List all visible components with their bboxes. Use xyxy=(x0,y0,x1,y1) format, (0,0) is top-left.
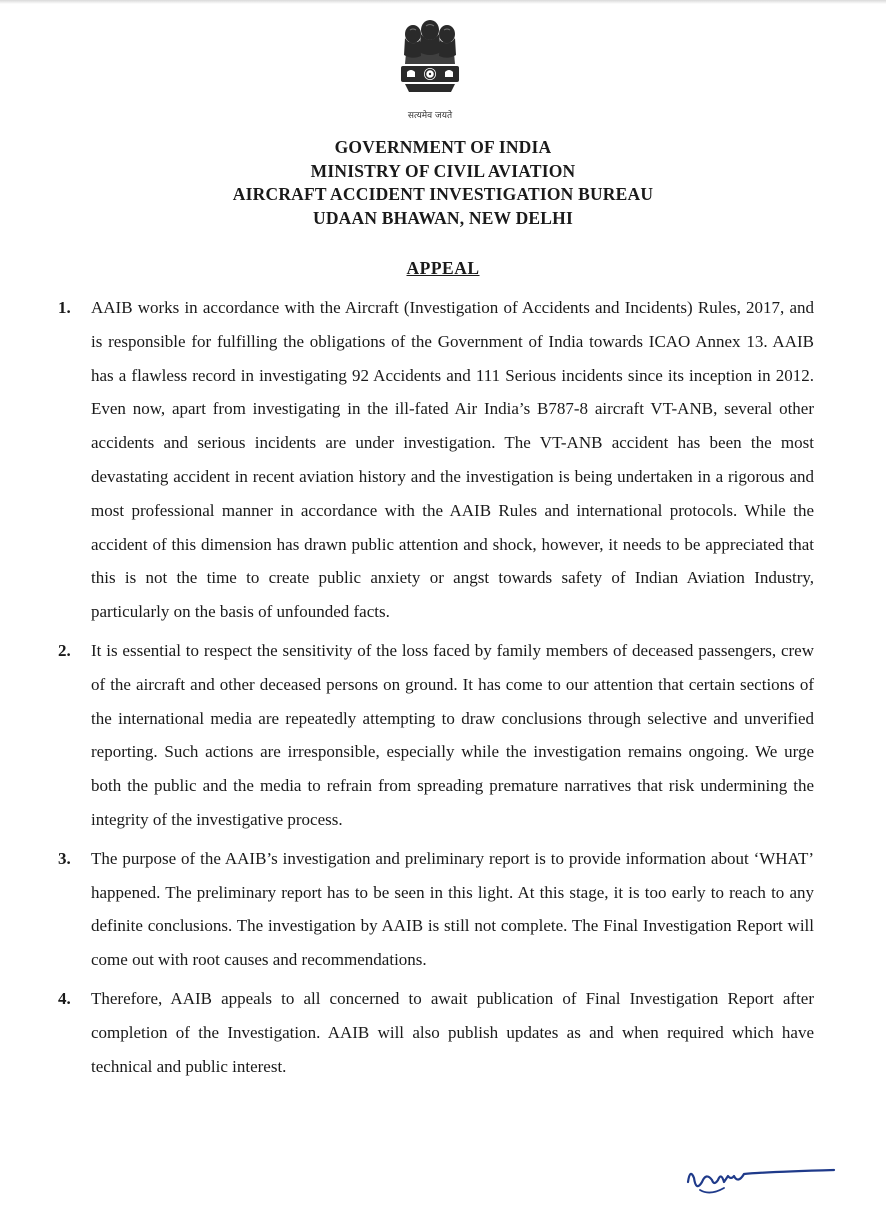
item-number: 2. xyxy=(58,640,71,660)
item-text: AAIB works in accordance with the Aircraft (Investigation of Accidents and Incidents) Rules, 2017, and is responsible for fulfilling the obligations of the Government of India towards ICAO Annex 13. AAIB has a flawless record in investigating 92 Accidents and 111 Serious incidents since its inception in 2012. Even now, apart from investigating in the ill-fated Air India’s B787-8 aircraft VT-ANB, several other accidents and serious incidents are under investigation. The VT-ANB accident has been the most devastating accident in recent aviation history and the investigation is being undertaken in a rigorous and most professional manner in accordance with the AAIB Rules and international protocols. While the accident of this dimension has drawn public attention and shock, however, it needs to be appreciated that this is not the time to create public anxiety or angst towards safety of Indian Aviation Industry, particularly on the basis of unfounded facts. xyxy=(91,298,814,622)
list-item xyxy=(0,982,886,1083)
item-number: 4. xyxy=(58,988,71,1008)
header-government: GOVERNMENT OF INDIA xyxy=(334,137,552,157)
page-top-edge xyxy=(0,0,886,4)
item-text: Therefore, AAIB appeals to all concerned to await publication of Final Investigation Report after completion of the Investigation. AAIB will also publish updates as and when required which have technical and public interest. xyxy=(91,988,814,1076)
header-ministry: MINISTRY OF CIVIL AVIATION xyxy=(310,160,576,181)
document-title: APPEAL xyxy=(406,258,480,278)
handwritten-signature-icon xyxy=(680,1160,850,1200)
header-bureau: AIRCRAFT ACCIDENT INVESTIGATION BUREAU xyxy=(232,184,654,204)
paragraph-list xyxy=(0,291,886,1088)
item-number: 3. xyxy=(58,848,71,868)
list-item xyxy=(0,842,886,977)
item-text: It is essential to respect the sensitivity of the loss faced by family members of deceased passengers, crew of the aircraft and other deceased persons on ground. It has come to our attention that certain sections of the international media are repeatedly attempting to draw conclusions through selective and unverified reporting. Such actions are irresponsible, especially while the investigation remains ongoing. We urge both the public and the media to refrain from spreading premature narratives that risk undermining the integrity of the investigative process. xyxy=(91,640,814,829)
emblem-motto: सत्यमेव जयते xyxy=(407,111,453,121)
item-number: 1. xyxy=(58,298,71,317)
header-address: UDAAN BHAWAN, NEW DELHI xyxy=(312,207,573,228)
item-text: The purpose of the AAIB’s investigation and preliminary report is to provide information about ‘WHAT’ happened. The preliminary report has to be seen in this light. At this stage, it is too early to reach to any definite conclusions. The investigation by AAIB is still not complete. The Final Investigation Report will come out with root causes and recommendations. xyxy=(91,848,814,970)
document-header xyxy=(0,136,886,230)
list-item xyxy=(0,291,886,629)
list-item xyxy=(0,634,886,837)
